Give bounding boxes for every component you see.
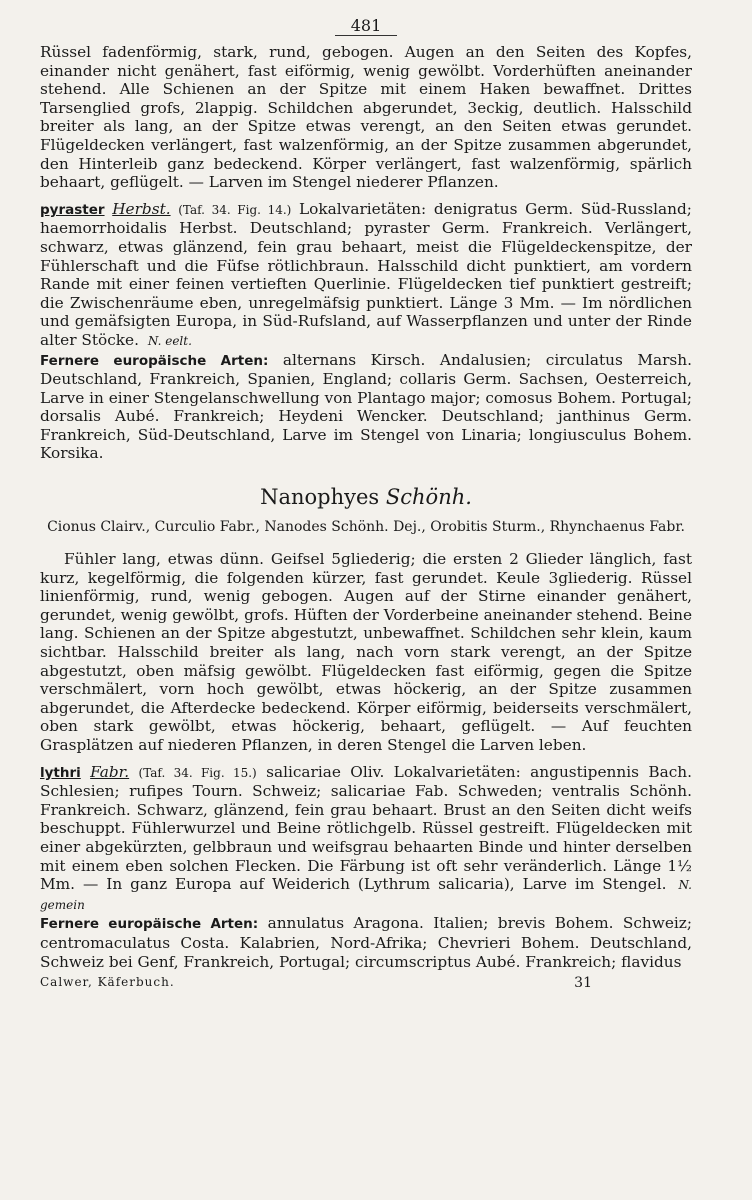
plate-reference: (Taf. 34. Fig. 15.) <box>138 765 257 780</box>
genus-heading <box>40 485 692 509</box>
handwritten-note: N. gemein <box>40 878 692 912</box>
species-author: Fabr. <box>90 762 130 781</box>
page-number: 481 <box>40 16 692 35</box>
species-text: Lokalvarietäten: denigratus Germ. Süd-Russland; haemorrhoidalis Herbst. Deutschland; pyraster Germ. Frankreich. Verlängert, schwarz, etwas glänzend, fein grau behaart, meist die Flügeldeckenspitze, der Fühlerschaft und die Füfse rötlichbraun. Halsschild dicht punktiert, am vordern Rande mit einer feinen vertieften Querlinie. Flügeldecken tief punktiert gestreift; die Zwischenräume eben, unregelmäfsig punktiert. Länge 3 Mm. — Im nördlichen und gemäfsigten Europa, in Süd-Rufsland, auf Wasserpflanzen und unter der Rinde alter Stöcke. <box>40 199 692 349</box>
further-species-text: alternans Kirsch. Andalusien; circulatus Marsh. Deutschland, Frankreich, Spanien, England; collaris Germ. Sachsen, Oesterreich, Larve in einer Stengelanschwellung von Plantago major; comosus Bohem. Portugal; dorsalis Aubé. Frankreich; Heydeni Wencker. Deutschland; janthinus Germ. Frankreich, Süd-Deutschland, Larve im Stengel von Linaria; longiusculus Bohem. Korsika. <box>40 350 692 463</box>
page-footer <box>40 975 692 991</box>
genus-author: Schönh. <box>385 485 472 510</box>
sheet-number: 31 <box>574 975 592 992</box>
species-text: salicariae Oliv. Lokalvarietäten: angustipennis Bach. Schlesien; rufipes Tourn. Schweiz; salicariae Fab. Schweden; ventralis Schönh. Frankreich. Schwarz, glänzend, fein grau behaart. Brust an den Seiten dicht weifs beschuppt. Fühlerwurzel und Beine rötlichgelb. Rüssel gestreift. Flügeldecken mit einer abgekürzten, gelbbraun und weifsgrau behaarten Binde und hinter derselben mit einem eben solchen Flecken. Die Färbung ist oft sehr veränderlich. Länge 1½ Mm. — In ganz Europa auf Weiderich (Lythrum salicaria), Larve im Stengel. <box>40 762 692 894</box>
further-species-label: Fernere europäische Arten: <box>40 916 259 933</box>
species-author: Herbst. <box>112 199 171 218</box>
handwritten-note: N. eelt. <box>147 333 192 348</box>
further-species-label: Fernere europäische Arten: <box>40 352 269 369</box>
further-species-text: annulatus Aragona. Italien; brevis Bohem. Schweiz; centromaculatus Costa. Kalabrien, Nord-Afrika; Chevrieri Bohem. Deutschland, Schweiz bei Genf, Frankreich, Portugal; circumscriptus Aubé. Frankreich; flavidus <box>40 914 693 971</box>
genus-description-continued: Rüssel fadenförmig, stark, rund, gebogen. Augen an den Seiten des Kopfes, einander nicht genähert, fast eiförmig, wenig gewölbt. Vorderhüften aneinander stehend. Alle Schienen an der Spitze mit einem Haken bewaffnet. Drittes Tarsenglied grofs, 2lappig. Schildchen abgerundet, 3eckig, deutlich. Halsschild breiter als lang, an der Spitze etwas verengt, an den Seiten etwas gerundet. Flügeldecken verlängert, fast walzenförmig, an der Spitze zusammen abgerundet, den Hinterleib ganz bedeckend. Körper verlängert, fast walzenförmig, spärlich behaart, geflügelt. — Larven im Stengel niederer Pflanzen. <box>40 43 692 192</box>
publisher-imprint: Calwer, Käferbuch. <box>40 975 175 990</box>
species-entry-pyraster <box>40 200 692 351</box>
genus-description: Fühler lang, etwas dünn. Geifsel 5gliederig; die ersten 2 Glieder länglich, fast kurz, kegelförmig, die folgenden kürzer, fast gerundet. Keule 3gliederig. Rüssel linienförmig, rund, wenig gebogen. Augen auf der Stirne einander genähert, gerundet, wenig gewölbt, grofs. Hüften der Vorderbeine aneinander stehend. Beine lang. Schienen an der Spitze abgestutzt, unbewaffnet. Schildchen sehr klein, kaum sichtbar. Halsschild breiter als lang, nach vorn stark verengt, an der Spitze abgestutzt, oben mäfsig gewölbt. Flügeldecken fast eiförmig, gegen die Spitze verschmälert, vorn hoch gewölbt, etwas höckerig, an der Spitze zusammen abgerundet, die Afterdecke bedeckend. Körper eiförmig, beiderseits verschmälert, oben stark gewölbt, etwas höckerig, behaart, geflügelt. — Auf feuchten Grasplätzen auf niederen Pflanzen, in deren Stengel die Larven leben. <box>40 550 692 754</box>
genus-name: Nanophyes <box>260 485 380 510</box>
species-name: pyraster <box>40 201 105 218</box>
plate-reference: (Taf. 34. Fig. 14.) <box>178 202 292 217</box>
species-name: lythri <box>40 764 81 781</box>
further-species-list <box>40 351 692 464</box>
further-species-list <box>40 914 692 971</box>
genus-synonyms: Cionus Clairv., Curculio Fabr., Nanodes Schönh. Dej., Orobitis Sturm., Rhynchaenus Fabr. <box>47 519 685 536</box>
species-entry-lythri <box>40 763 692 915</box>
